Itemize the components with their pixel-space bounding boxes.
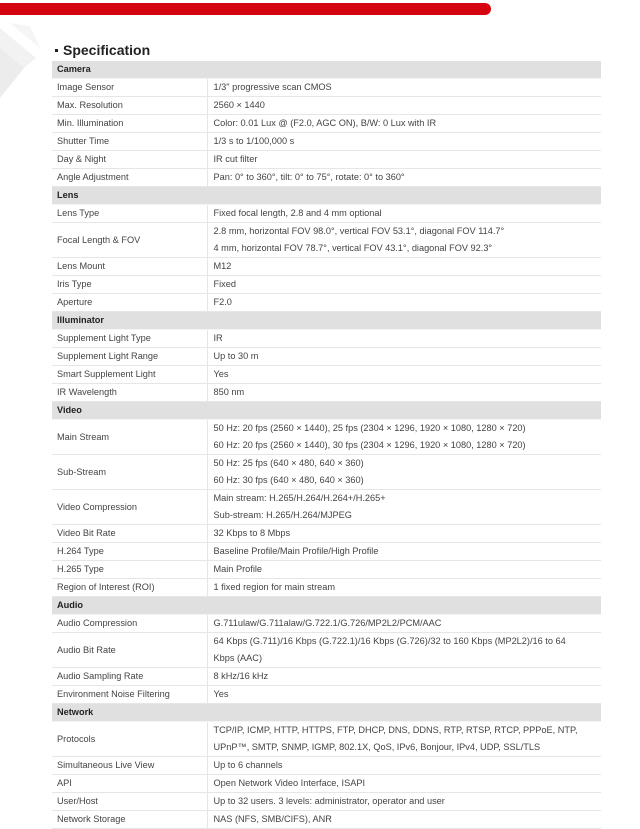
spec-value <box>207 633 601 668</box>
spec-value <box>207 79 601 97</box>
section-header-illuminator <box>52 312 601 330</box>
decorative-watermark-icon <box>0 18 46 108</box>
table-row <box>52 490 601 525</box>
spec-value-line: UPnP™, SMTP, SNMP, IGMP, 802.1X, QoS, IPv6, Bonjour, IPv4, UDP, SSL/TLS <box>213 742 541 752</box>
section-header-video <box>52 402 601 420</box>
spec-value <box>207 455 601 490</box>
table-row <box>52 169 601 187</box>
table-row <box>52 223 601 258</box>
spec-key: Lens Type <box>52 205 207 223</box>
spec-value <box>207 420 601 455</box>
spec-value-line: 60 Hz: 20 fps (2560 × 1440), 30 fps (2304 × 1296, 1920 × 1080, 1280 × 720) <box>213 440 526 450</box>
spec-key: User/Host <box>52 793 207 811</box>
section-title: Audio <box>52 597 601 615</box>
table-row <box>52 97 601 115</box>
spec-value-line: 8 kHz/16 kHz <box>213 671 269 681</box>
spec-value <box>207 525 601 543</box>
table-row <box>52 79 601 97</box>
table-row <box>52 633 601 668</box>
section-title: Video <box>52 402 601 420</box>
section-title: Lens <box>52 187 601 205</box>
spec-value-line: Yes <box>213 689 229 699</box>
page-title-text: Specification <box>63 42 151 58</box>
spec-value <box>207 133 601 151</box>
spec-value <box>207 115 601 133</box>
spec-value <box>207 258 601 276</box>
section-title: Camera <box>52 61 601 79</box>
spec-value <box>207 775 601 793</box>
spec-key: Protocols <box>52 722 207 757</box>
spec-value <box>207 615 601 633</box>
spec-value <box>207 811 601 829</box>
table-row <box>52 276 601 294</box>
spec-value-line: 1/3" progressive scan CMOS <box>213 82 332 92</box>
table-row <box>52 525 601 543</box>
section-title: Illuminator <box>52 312 601 330</box>
spec-key: Sub-Stream <box>52 455 207 490</box>
table-row <box>52 775 601 793</box>
spec-value-line: 60 Hz: 30 fps (640 × 480, 640 × 360) <box>213 475 364 485</box>
table-row <box>52 793 601 811</box>
spec-key: Video Bit Rate <box>52 525 207 543</box>
spec-value-line: 850 nm <box>213 387 245 397</box>
spec-value <box>207 686 601 704</box>
table-row <box>52 543 601 561</box>
spec-key: Supplement Light Range <box>52 348 207 366</box>
spec-key: Environment Noise Filtering <box>52 686 207 704</box>
spec-value-line: Main stream: H.265/H.264/H.264+/H.265+ <box>213 493 386 503</box>
spec-key: Region of Interest (ROI) <box>52 579 207 597</box>
page-title <box>55 42 150 58</box>
spec-value-line: Pan: 0° to 360°, tilt: 0° to 75°, rotate: 0° to 360° <box>213 172 405 182</box>
spec-key: API <box>52 775 207 793</box>
table-row <box>52 330 601 348</box>
brand-header-bar <box>0 3 491 15</box>
spec-value <box>207 151 601 169</box>
spec-value <box>207 348 601 366</box>
spec-value-line: Yes <box>213 369 229 379</box>
spec-value-line: Fixed <box>213 279 236 289</box>
spec-value-line: TCP/IP, ICMP, HTTP, HTTPS, FTP, DHCP, DNS, DDNS, RTP, RTSP, RTCP, PPPoE, NTP, <box>213 725 578 735</box>
spec-key: Audio Bit Rate <box>52 633 207 668</box>
spec-value-line: 50 Hz: 20 fps (2560 × 1440), 25 fps (2304 × 1296, 1920 × 1080, 1280 × 720) <box>213 423 526 433</box>
spec-key: Focal Length & FOV <box>52 223 207 258</box>
spec-value-line: Up to 30 m <box>213 351 259 361</box>
section-header-network <box>52 704 601 722</box>
spec-key: Shutter Time <box>52 133 207 151</box>
spec-key: Simultaneous Live View <box>52 757 207 775</box>
spec-key: Smart Supplement Light <box>52 366 207 384</box>
table-row <box>52 115 601 133</box>
spec-value-line: Up to 32 users. 3 levels: administrator, operator and user <box>213 796 445 806</box>
spec-value-line: 32 Kbps to 8 Mbps <box>213 528 291 538</box>
spec-value <box>207 205 601 223</box>
spec-value-line: 50 Hz: 25 fps (640 × 480, 640 × 360) <box>213 458 364 468</box>
specification-table <box>52 61 601 829</box>
spec-key: H.265 Type <box>52 561 207 579</box>
table-row <box>52 258 601 276</box>
table-row <box>52 686 601 704</box>
spec-value-line: 4 mm, horizontal FOV 78.7°, vertical FOV 43.1°, diagonal FOV 92.3° <box>213 243 493 253</box>
spec-value-line: IR cut filter <box>213 154 258 164</box>
section-title: Network <box>52 704 601 722</box>
spec-value <box>207 668 601 686</box>
table-row <box>52 151 601 169</box>
spec-key: Min. Illumination <box>52 115 207 133</box>
spec-value-line: 1 fixed region for main stream <box>213 582 336 592</box>
spec-value-line: M12 <box>213 261 232 271</box>
spec-key: Iris Type <box>52 276 207 294</box>
section-header-camera <box>52 61 601 79</box>
bullet-icon <box>55 49 58 52</box>
spec-value <box>207 793 601 811</box>
spec-key: Image Sensor <box>52 79 207 97</box>
table-row <box>52 294 601 312</box>
spec-key: H.264 Type <box>52 543 207 561</box>
spec-key: Aperture <box>52 294 207 312</box>
spec-value-line: Color: 0.01 Lux @ (F2.0, AGC ON), B/W: 0 Lux with IR <box>213 118 437 128</box>
table-row <box>52 615 601 633</box>
spec-value-line: Main Profile <box>213 564 263 574</box>
spec-value-line: Fixed focal length, 2.8 and 4 mm optional <box>213 208 382 218</box>
section-header-audio <box>52 597 601 615</box>
spec-key: Audio Compression <box>52 615 207 633</box>
spec-key: Supplement Light Type <box>52 330 207 348</box>
spec-key: IR Wavelength <box>52 384 207 402</box>
spec-value-line: Kbps (AAC) <box>213 653 263 663</box>
table-row <box>52 561 601 579</box>
spec-value-line: IR <box>213 333 223 343</box>
spec-value <box>207 366 601 384</box>
spec-key: Video Compression <box>52 490 207 525</box>
spec-key: Audio Sampling Rate <box>52 668 207 686</box>
spec-value-line: Baseline Profile/Main Profile/High Profile <box>213 546 379 556</box>
table-row <box>52 384 601 402</box>
table-row <box>52 722 601 757</box>
spec-value <box>207 294 601 312</box>
spec-value <box>207 97 601 115</box>
table-row <box>52 348 601 366</box>
spec-value <box>207 543 601 561</box>
spec-value-line: 64 Kbps (G.711)/16 Kbps (G.722.1)/16 Kbps (G.726)/32 to 160 Kbps (MP2L2)/16 to 64 <box>213 636 566 646</box>
section-header-lens <box>52 187 601 205</box>
spec-value-line: 2.8 mm, horizontal FOV 98.0°, vertical FOV 53.1°, diagonal FOV 114.7° <box>213 226 505 236</box>
spec-key: Day & Night <box>52 151 207 169</box>
spec-value <box>207 757 601 775</box>
spec-value <box>207 384 601 402</box>
table-row <box>52 811 601 829</box>
spec-key: Main Stream <box>52 420 207 455</box>
spec-key: Lens Mount <box>52 258 207 276</box>
spec-value-line: 1/3 s to 1/100,000 s <box>213 136 295 146</box>
spec-value-line: Open Network Video Interface, ISAPI <box>213 778 366 788</box>
table-row <box>52 757 601 775</box>
spec-value <box>207 276 601 294</box>
spec-value-line: Sub-stream: H.265/H.264/MJPEG <box>213 510 352 520</box>
spec-value <box>207 579 601 597</box>
spec-value-line: 2560 × 1440 <box>213 100 265 110</box>
spec-value-line: F2.0 <box>213 297 232 307</box>
table-row <box>52 420 601 455</box>
spec-value <box>207 169 601 187</box>
spec-value <box>207 223 601 258</box>
table-row <box>52 668 601 686</box>
table-row <box>52 455 601 490</box>
table-row <box>52 205 601 223</box>
spec-key: Max. Resolution <box>52 97 207 115</box>
spec-key: Network Storage <box>52 811 207 829</box>
spec-key: Angle Adjustment <box>52 169 207 187</box>
spec-value <box>207 490 601 525</box>
spec-value-line: Up to 6 channels <box>213 760 283 770</box>
table-row <box>52 133 601 151</box>
spec-value <box>207 561 601 579</box>
spec-value-line: G.711ulaw/G.711alaw/G.722.1/G.726/MP2L2/PCM/AAC <box>213 618 442 628</box>
spec-value <box>207 330 601 348</box>
table-row <box>52 366 601 384</box>
spec-value <box>207 722 601 757</box>
spec-value-line: NAS (NFS, SMB/CIFS), ANR <box>213 814 332 824</box>
table-row <box>52 579 601 597</box>
